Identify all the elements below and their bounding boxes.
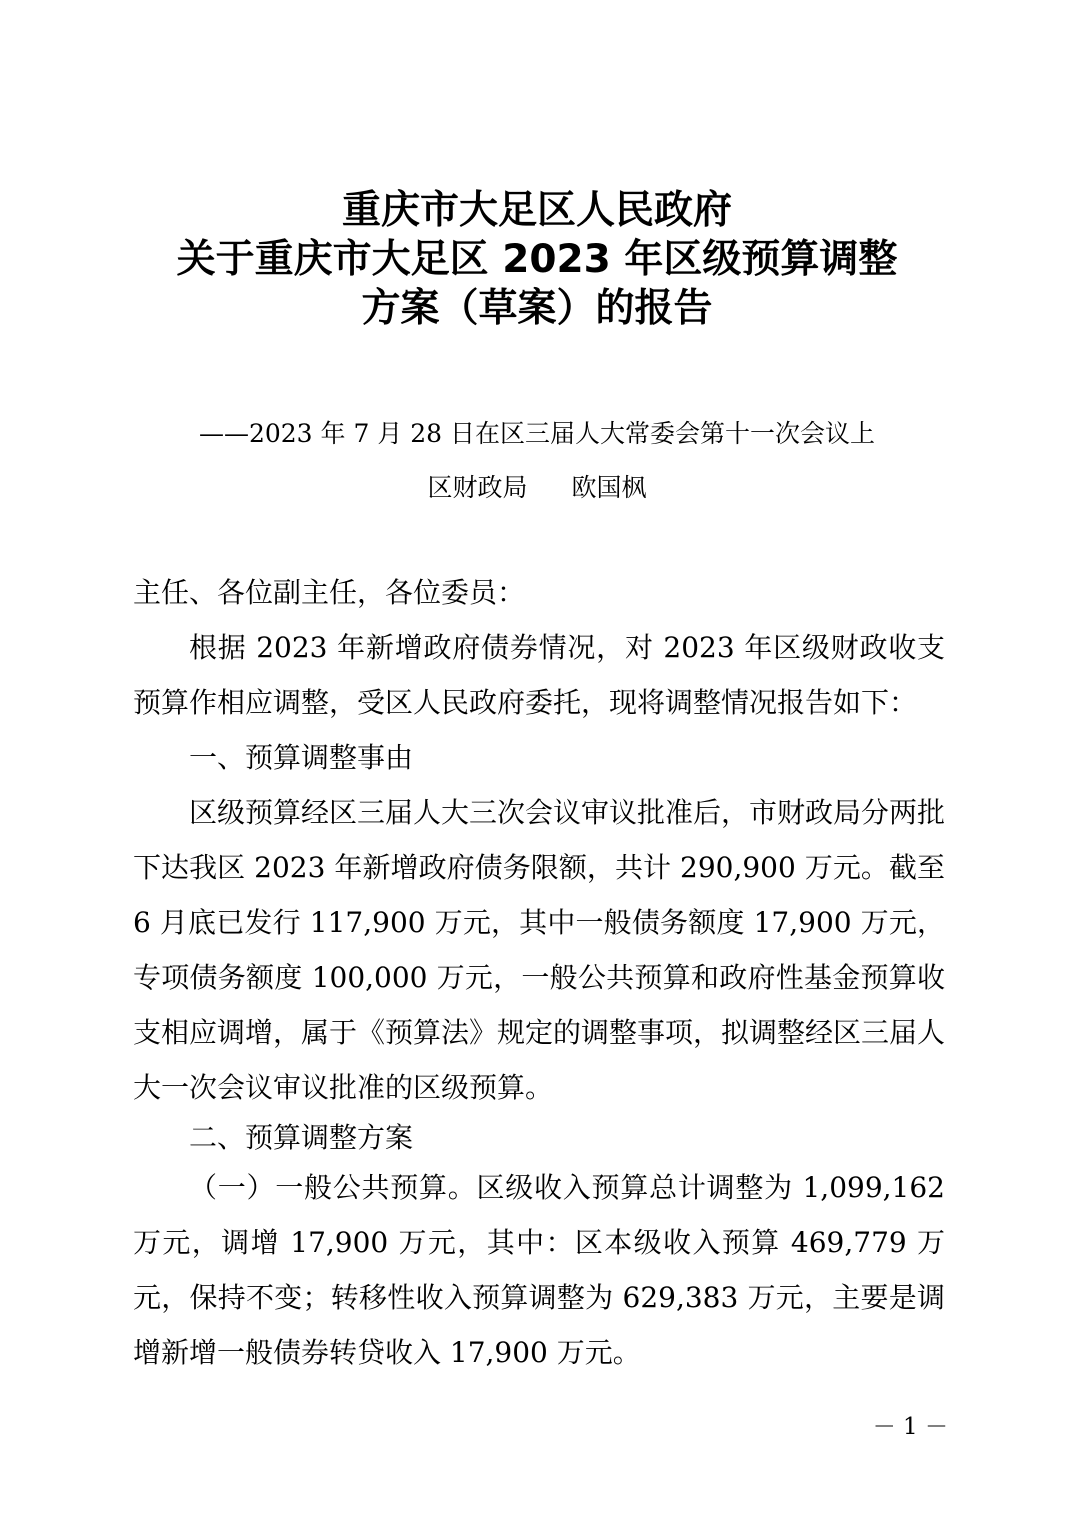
intro-paragraph: 根据 2023 年新增政府债券情况，对 2023 年区级财政收支预算作相应调整，受区人民政府委托，现将调整情况报告如下： bbox=[133, 631, 945, 719]
document-title bbox=[0, 186, 1074, 333]
section-heading-2: 二、预算调整方案 bbox=[189, 1121, 414, 1154]
author-line bbox=[0, 468, 1074, 504]
title-line-1: 重庆市大足区人民政府 bbox=[341, 188, 732, 233]
author-name: 欧国枫 bbox=[571, 473, 647, 502]
title-line-2: 关于重庆市大足区 2023 年区级预算调整 bbox=[176, 237, 898, 282]
page-number: － 1 － bbox=[872, 1414, 948, 1440]
reason-paragraph: 区级预算经区三届人大三次会议审议批准后，市财政局分两批下达我区 2023 年新增政府债务限额，共计 290,900 万元。截至 6 月底已发行 117,900 万元，其中一般债务额度 17,900 万元，专项债务额度 100,000 万元，一般公共预算和政府性基金预算收支相应调增，属于《预算法》规定的调整事项，拟调整经区三届人大一次会议审议批准的区级预算。 bbox=[133, 796, 946, 1104]
author-department: 区财政局 bbox=[427, 473, 528, 502]
title-line-3: 方案（草案）的报告 bbox=[361, 286, 713, 331]
salutation: 主任、各位副主任，各位委员： bbox=[133, 576, 526, 609]
plan-paragraph-1: （一）一般公共预算。区级收入预算总计调整为 1,099,162 万元，调增 17,900 万元，其中：区本级收入预算 469,779 万元，保持不变；转移性收入预算调整为 629,383 万元，主要是调增新增一般债券转贷收入 17,900 万元。 bbox=[133, 1171, 945, 1369]
section-heading-1: 一、预算调整事由 bbox=[189, 741, 414, 774]
meeting-subtitle: ——2023 年 7 月 28 日在区三届人大常委会第十一次会议上 bbox=[198, 419, 876, 448]
